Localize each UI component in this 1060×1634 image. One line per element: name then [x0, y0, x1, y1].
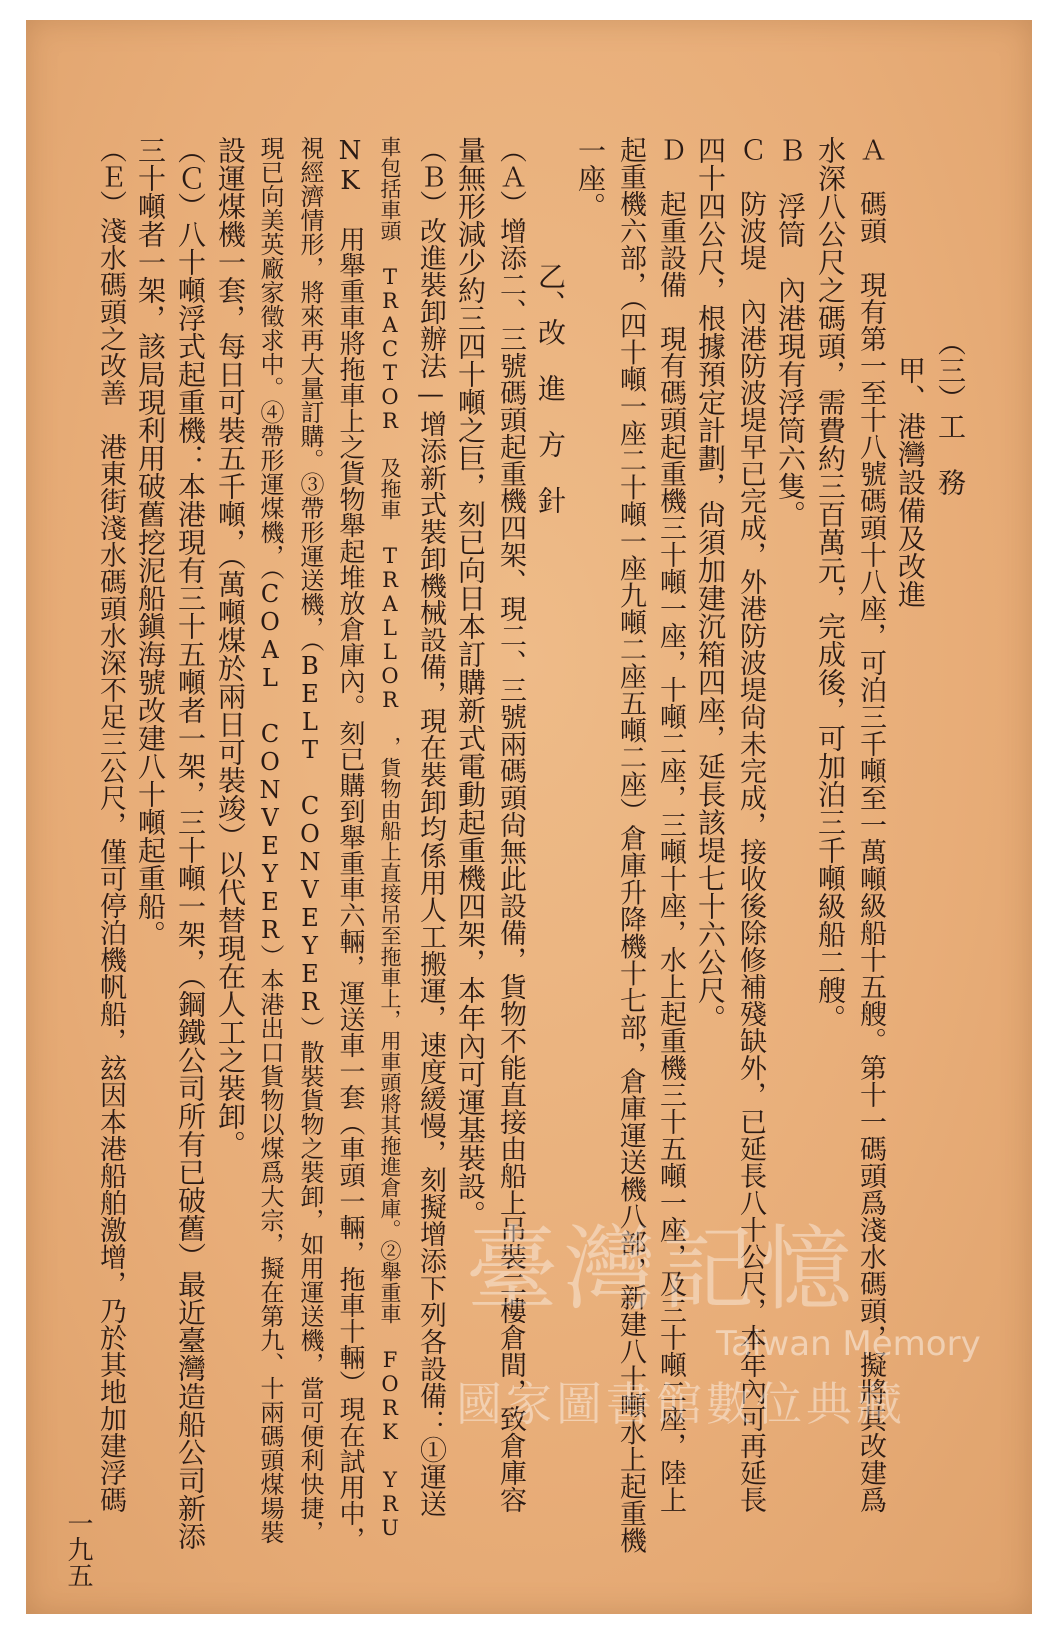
watermark-english: Taiwan Memory	[716, 1324, 981, 1364]
subsection-heading-b: 乙、改 進 方 針	[534, 206, 567, 514]
document-page	[26, 20, 1032, 1614]
text-column: （Ｂ）改進裝卸辦法—增添新式裝卸機械設備，現在裝卸均係用人工搬運，速度緩慢，刻擬增添下列各設備：①運送	[415, 136, 446, 1517]
text-column: （Ｃ）八十噸浮式起重機：本港現有三十五噸者一架，三十噸一架，（鋼鐵公司所有已破舊）最近臺灣造船公司新添	[174, 136, 207, 1550]
text-column: Ｄ 起重設備 現有碼頭起重機三十噸一座，十噸二座，三噸十座，水上起重機三十五噸一座，及三十噸二座，陸上	[655, 136, 686, 1513]
text-column: 一座。	[574, 136, 607, 220]
text-column: Ａ 碼頭 現有第一至十八號碼頭十八座，可泊三千噸至一萬噸級船十五艘。第十一碼頭爲淺水碼頭，擬將其改建爲	[855, 136, 886, 1513]
watermark	[456, 1216, 996, 1460]
page-number: 一九五	[63, 1510, 93, 1588]
watermark-chinese: 臺灣記憶	[466, 1216, 859, 1323]
subsection-heading-a: 甲、港灣設備及改進	[894, 328, 927, 608]
text-column: 起重機六部，（四十噸一座二十噸一座九噸二座五噸二座）倉庫升降機十七部，倉庫運送機八部，新建八十噸水上起重機	[615, 136, 646, 1554]
text-column: Ｃ 防波堤 內港防波堤早已完成，外港防波堤尙未完成，接收後除修補殘缺外，已延長八十公尺，本年內可再延長	[735, 136, 766, 1513]
text-column: 水深八公尺之碼頭，需費約三百萬元，完成後，可加泊三千噸級船二艘。	[814, 136, 847, 1032]
text-column: （Ａ）增添二、三號碼頭起重機四架、現二、三號兩碼頭尙無此設備，貨物不能直接由船上吊裝二樓倉間，致倉庫容	[495, 136, 526, 1513]
section-heading: （三）工 務	[934, 328, 967, 496]
text-column: 車包括車頭 TRACTOR 及拖車 TRALLOR ，貨物由船上直接吊至拖車上，用車頭將其拖進倉庫。②舉重車 FORK YRU	[378, 136, 402, 1540]
watermark-library: 國家圖書館數位典藏	[456, 1377, 906, 1431]
text-column: 設運煤機一套，每日可裝五千噸，（萬噸煤於兩日可裝竣）以代替現在人工之裝卸。	[214, 136, 247, 1158]
text-column: NK 用舉重車將拖車上之貨物舉起堆放倉庫內。刻已購到舉重車六輛，運送車一套（車頭一輛，拖車十輛）現在試用中，	[335, 136, 365, 1552]
text-column: 現已向美英廠家徵求中。④帶形運煤機，（COAL CONVEYER）本港出口貨物以煤爲大宗，擬在第九、十兩碼頭煤場裝	[256, 136, 284, 1544]
text-column: Ｂ 浮筒 內港現有浮筒六隻。	[774, 136, 807, 528]
text-column: 三十噸者一架，該局現利用破舊挖泥船鎭海號改建八十噸起重船。	[134, 136, 167, 948]
text-column: （Ｅ）淺水碼頭之改善 港東街淺水碼頭水深不足三公尺，僅可停泊機帆船，玆因本港船舶激增，乃於其地加建浮碼	[95, 136, 126, 1513]
text-column: 四十四公尺，根據預定計劃，尙須加建沉箱四座，延長該堤七十六公尺。	[694, 136, 727, 1032]
text-column: 量無形減少約三四十噸之巨，刻已向日本訂購新式電動起重機四架，本年內可運基裝設。	[454, 136, 487, 1228]
text-column: 視經濟情形，將來再大量訂購。③帶形運送機，（BELT CONVEYER）散裝貨物之裝卸，如用運送機，當可便利快捷，	[296, 136, 324, 1544]
